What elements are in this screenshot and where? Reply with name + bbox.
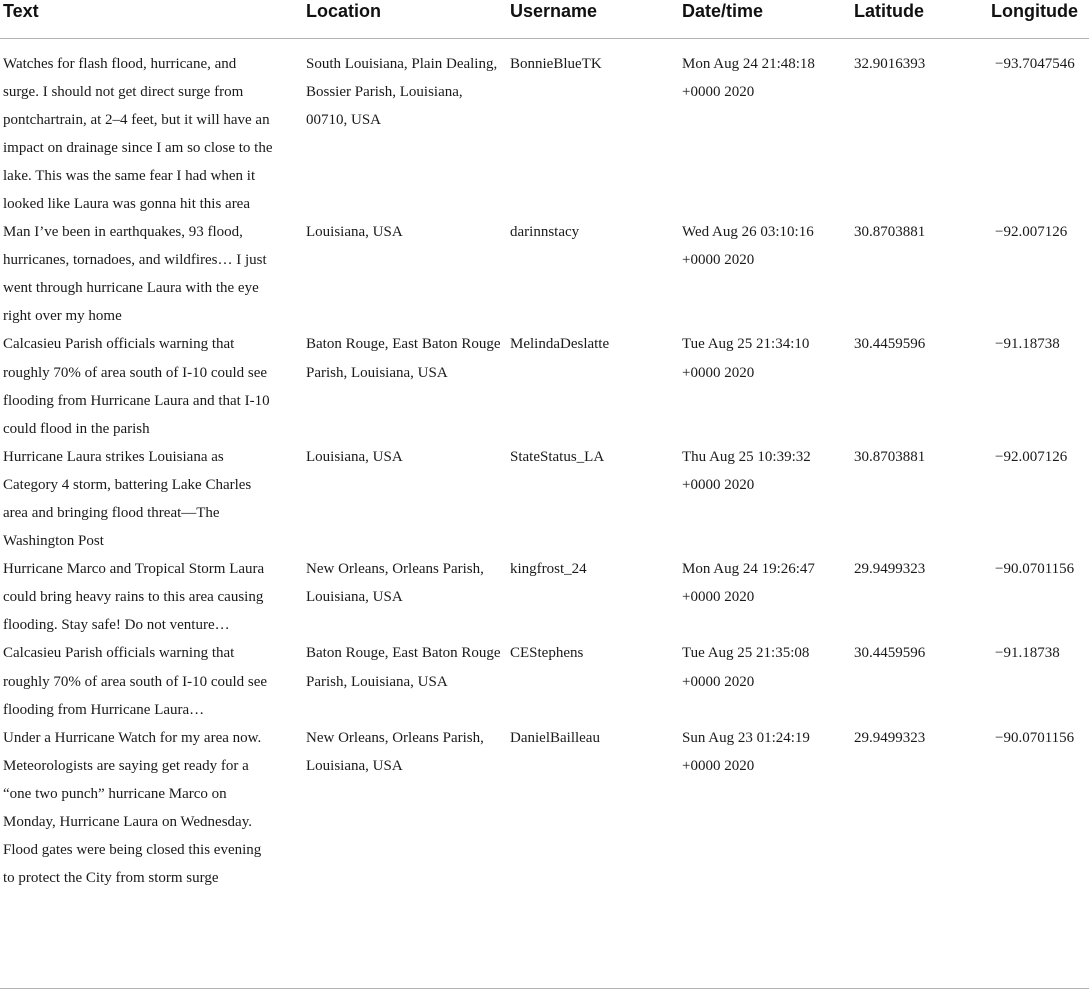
cell-username: MelindaDeslatte [510,336,610,353]
header-text: Text [0,0,303,38]
cell-longitude: −92.007126 [995,448,1068,465]
cell-latitude: 30.4459596 [854,336,926,353]
table-row [0,639,1089,723]
cell-username: CEStephens [510,645,584,662]
header-location: Location [303,0,507,38]
cell-username: BonnieBlueTK [510,55,602,72]
cell-longitude: −93.7047546 [995,55,1075,72]
cell-location: Baton Rouge, East Baton Rouge Parish, Louisiana, USA [306,645,501,690]
cell-location: New Orleans, Orleans Parish, Louisiana, USA [306,729,484,774]
cell-username: darinnstacy [510,224,580,241]
cell-text: Under a Hurricane Watch for my area now. Meteorologists are saying get ready for a “one two punch” hurricane Marco on Monday, Hurricane Laura on Wednesday. Flood gates were being closed this evening to protect the City from storm surge [3,729,262,887]
cell-location: Louisiana, USA [306,224,403,241]
header-latitude: Latitude [851,0,991,38]
header-username: Username [507,0,679,38]
cell-text: Hurricane Laura strikes Louisiana as Category 4 storm, battering Lake Charles area and bringing flood threat—The Washington Post [3,448,252,550]
cell-location: Louisiana, USA [306,448,403,465]
cell-text: Man I’ve been in earthquakes, 93 flood, hurricanes, tornadoes, and wildfires… I just went through hurricane Laura with the eye right over my home [3,224,267,325]
cell-longitude: −92.007126 [995,224,1068,241]
cell-datetime: Sun Aug 23 01:24:19 +0000 2020 [682,729,810,774]
table-row [0,218,1089,330]
cell-username: StateStatus_LA [510,448,605,465]
cell-text: Hurricane Marco and Tropical Storm Laura could bring heavy rains to this area causing flooding. Stay safe! Do not venture… [3,561,265,634]
table-header [0,0,1089,38]
cell-datetime: Thu Aug 25 10:39:32 +0000 2020 [682,448,811,493]
cell-longitude: −90.0701156 [995,561,1075,578]
cell-datetime: Mon Aug 24 19:26:47 +0000 2020 [682,561,815,606]
cell-username: DanielBailleau [510,729,600,746]
cell-latitude: 30.8703881 [854,224,926,241]
cell-longitude: −91.18738 [995,645,1060,662]
header-datetime: Date/time [679,0,851,38]
cell-latitude: 30.8703881 [854,448,926,465]
cell-location: Baton Rouge, East Baton Rouge Parish, Louisiana, USA [306,336,501,381]
cell-datetime: Tue Aug 25 21:34:10 +0000 2020 [682,336,810,381]
header-longitude: Longitude [991,0,1089,38]
cell-longitude: −90.0701156 [995,729,1075,746]
cell-latitude: 32.9016393 [854,55,926,72]
table-row [0,724,1089,893]
table-row [0,38,1089,218]
cell-text: Calcasieu Parish officials warning that roughly 70% of area south of I-10 could see flooding from Hurricane Laura… [3,645,268,718]
cell-datetime: Mon Aug 24 21:48:18 +0000 2020 [682,55,815,100]
cell-datetime: Wed Aug 26 03:10:16 +0000 2020 [682,224,814,269]
cell-latitude: 29.9499323 [854,561,926,578]
cell-text: Calcasieu Parish officials warning that roughly 70% of area south of I-10 could see flooding from Hurricane Laura and that I-10 could flood in the parish [3,336,270,437]
cell-latitude: 29.9499323 [854,729,926,746]
table-bottom-rule [0,988,1089,989]
table-row [0,555,1089,639]
header-row [0,0,1089,38]
cell-datetime: Tue Aug 25 21:35:08 +0000 2020 [682,645,810,690]
cell-username: kingfrost_24 [510,561,587,578]
cell-location: New Orleans, Orleans Parish, Louisiana, USA [306,561,484,606]
cell-text: Watches for flash flood, hurricane, and surge. I should not get direct surge from pontchartrain, at 2–4 feet, but it will have an impact on drainage since I am so close to the lake. This was the same fear I had when it looked like Laura was gonna hit this area [3,55,273,212]
table-row [0,443,1089,555]
table-row [0,330,1089,442]
cell-latitude: 30.4459596 [854,645,926,662]
cell-longitude: −91.18738 [995,336,1060,353]
cell-location: South Louisiana, Plain Dealing, Bossier Parish, Louisiana, 00710, USA [306,55,498,128]
table-body [0,38,1089,892]
